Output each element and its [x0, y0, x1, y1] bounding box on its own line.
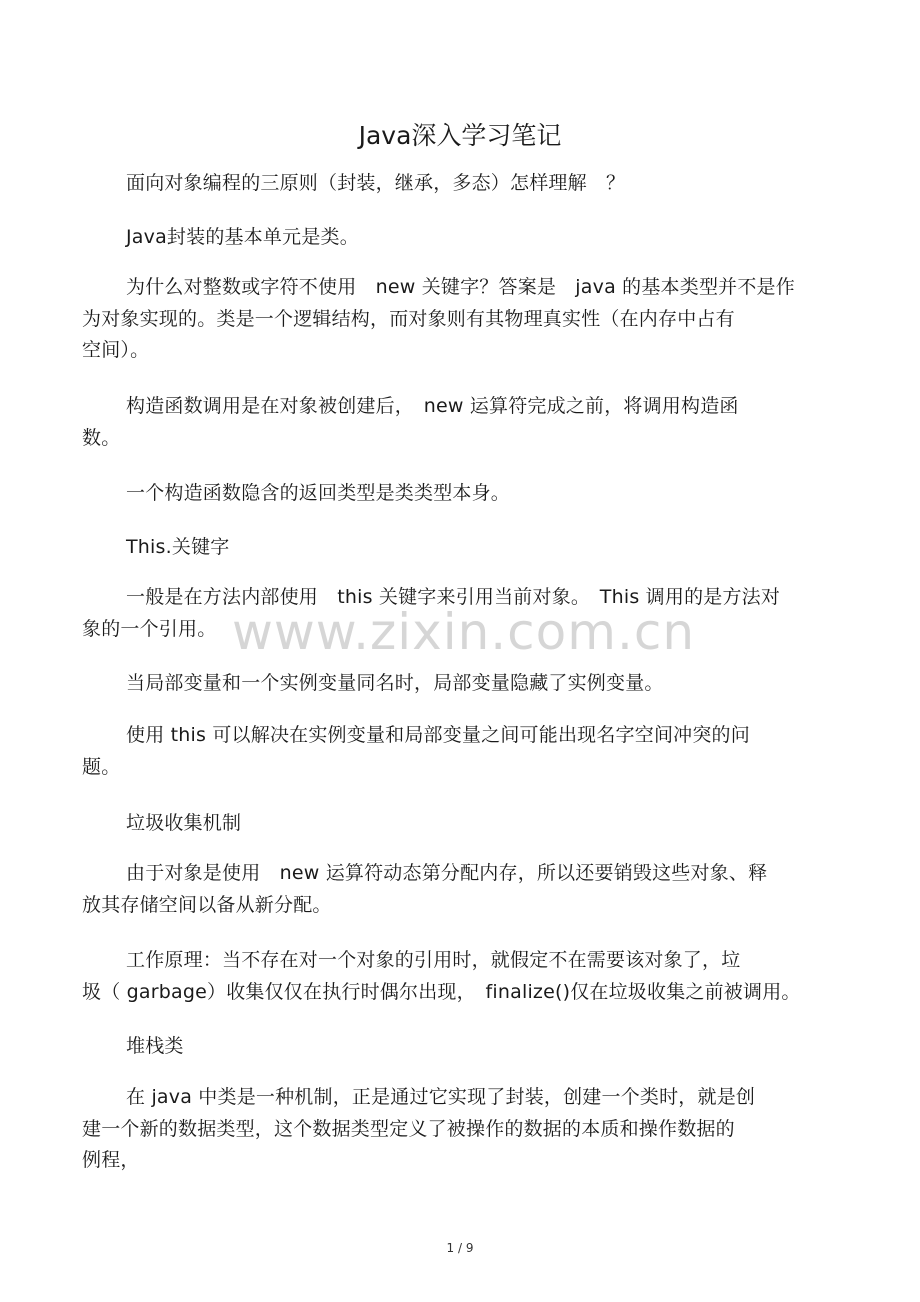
- paragraph-dynamic-allocation: [82, 858, 822, 921]
- paragraph-new-keyword: [82, 272, 822, 367]
- paragraph-constructor-return: [82, 478, 822, 510]
- page-number: 1 / 9: [446, 1241, 474, 1255]
- paragraph-line: 数。: [82, 426, 121, 449]
- paragraph-gc-principle: [82, 945, 822, 1008]
- paragraph-oop-principles: [82, 168, 822, 200]
- document-title: Java深入学习笔记: [358, 121, 562, 150]
- paragraph-line: 由于对象是使用 new 运算符动态第分配内存，所以还要销毁这些对象、释: [126, 862, 768, 884]
- paragraph-line: 面向对象编程的三原则（封装，继承，多态）怎样理解 ？: [126, 172, 626, 194]
- paragraph-line: 当局部变量和一个实例变量同名时，局部变量隐藏了实例变量。: [126, 672, 664, 694]
- paragraph-line: 在 java 中类是一种机制，正是通过它实现了封装，创建一个类时，就是创: [126, 1086, 756, 1108]
- paragraph-line: 放其存储空间以备从新分配。: [82, 893, 332, 916]
- paragraph-line: 空间）。: [82, 339, 150, 361]
- heading-garbage-collection: [82, 808, 822, 840]
- paragraph-line: 工作原理：当不存在对一个对象的引用时，就假定不在需要该对象了，垃: [126, 949, 741, 971]
- watermark-text: www.zixin.com.cn: [232, 603, 696, 661]
- paragraph-line: 堆栈类: [126, 1035, 184, 1057]
- paragraph-line: 使用 this 可以解决在实例变量和局部变量之间可能出现名字空间冲突的问: [126, 724, 750, 746]
- paragraph-line: 一般是在方法内部使用 this 关键字来引用当前对象。 This 调用的是方法对: [126, 586, 781, 608]
- paragraph-line: 为什么对整数或字符不使用 new 关键字？答案是 java 的基本类型并不是作: [126, 276, 795, 298]
- paragraph-this-usage: [82, 582, 822, 645]
- paragraph-line: 建一个新的数据类型，这个数据类型定义了被操作的数据的本质和操作数据的: [82, 1117, 735, 1140]
- paragraph-namespace-conflict: [82, 720, 822, 783]
- paragraph-line: 象的一个引用。: [82, 617, 217, 640]
- paragraph-line: 圾（ garbage）收集仅仅在执行时偶尔出现， finalize()仅在垃圾收集之前被调用。: [82, 980, 801, 1003]
- heading-stack-class: [82, 1031, 822, 1063]
- paragraph-line: 垃圾收集机制: [126, 812, 242, 834]
- paragraph-constructor-call: [82, 391, 822, 454]
- paragraph-class-mechanism: [82, 1082, 822, 1177]
- paragraph-line: 一个构造函数隐含的返回类型是类类型本身。: [126, 482, 511, 504]
- paragraph-encapsulation-unit: [82, 222, 822, 254]
- heading-this-keyword: [82, 532, 822, 564]
- paragraph-line: 题。: [82, 755, 121, 778]
- paragraph-variable-hiding: [82, 668, 822, 700]
- paragraph-line: 构造函数调用是在对象被创建后， new 运算符完成之前，将调用构造函: [126, 395, 739, 417]
- paragraph-line: This.关键字: [126, 536, 230, 558]
- paragraph-line: 例程，: [82, 1149, 140, 1171]
- paragraph-line: 为对象实现的。类是一个逻辑结构，而对象则有其物理真实性（在内存中占有: [82, 307, 735, 330]
- paragraph-line: Java封装的基本单元是类。: [126, 226, 359, 248]
